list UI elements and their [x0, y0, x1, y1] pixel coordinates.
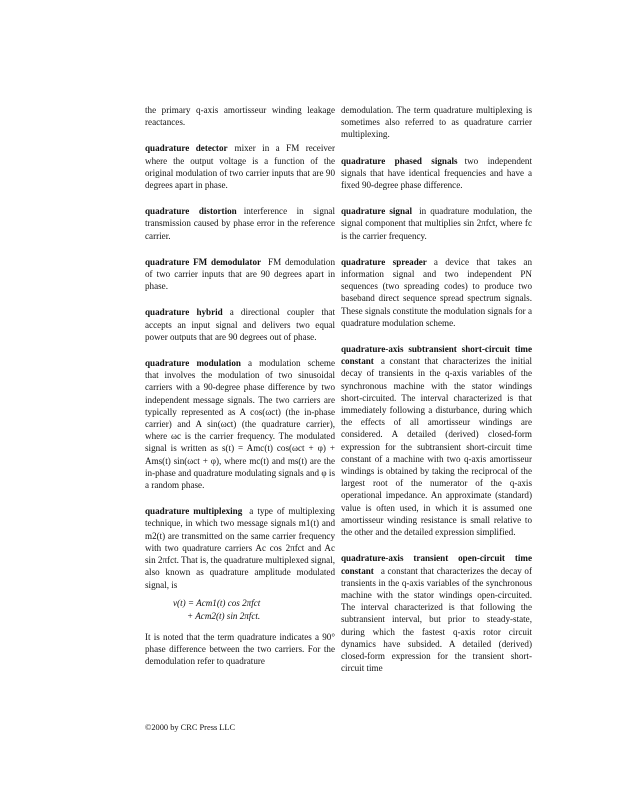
right-column: [341, 104, 532, 688]
entry-definition: mixer in a FM receiver where the output voltage is a function of the original modulation of two carrier inputs that are 90 degrees apart in phase.: [145, 143, 335, 191]
glossary-entry: [145, 205, 335, 242]
entry-definition: in quadrature modulation, the signal component that multiplies sin 2πfct, where fc is the carrier frequency.: [341, 206, 532, 241]
entry-definition: two independent signals that have identical frequencies and have a fixed 90-degree phase difference.: [341, 155, 533, 191]
glossary-entry: [145, 357, 335, 491]
entry-definition: FM demodulation of two carrier inputs that are 90 degrees apart in phase.: [145, 256, 335, 292]
entry-term: quadrature modulation: [145, 358, 241, 369]
glossary-entry: [145, 256, 335, 293]
glossary-entry: [341, 552, 532, 674]
glossary-entry: [341, 155, 532, 192]
glossary-entry: [341, 205, 532, 242]
entry-term: quadrature-axis subtransient short-circuit time constant: [341, 344, 532, 367]
copyright-footer: ©2000 by CRC Press LLC: [145, 723, 236, 732]
entry-term: quadrature phased signals: [341, 155, 458, 166]
entry-definition: a device that takes an information signal and two independent PN sequences (two spreading codes) to produce two baseband direct sequence spread spectrum signals. These signals constitute the modulation signals for a quadrature modulation scheme.: [341, 256, 532, 328]
entry-term: quadrature signal: [341, 206, 413, 217]
entry-term: quadrature-axis transient open-circuit time constant: [341, 553, 532, 576]
entry-term: quadrature multiplexing: [145, 506, 243, 517]
glossary-entry: [145, 142, 335, 191]
entry-term: quadrature detector: [145, 143, 228, 154]
entry-definition: a directional coupler that accepts an input signal and delivers two equal power outputs that are 90 degrees out of phase.: [145, 307, 335, 342]
entry-definition: a constant that characterizes the initial decay of transients in the q-axis variables of the synchronous machine with the stator windings short-circuited. The interval characterized is that immediately following a disturbance, during which the effects of all amortisseur windings are considered. A detailed (derived) closed-form expression for the subtransient short-circuit time constant of a machine with two q-axis amortisseur windings is obtained by taking the reciprocal of the largest root of the numerator of the q-axis operational impedance. An approximate (standard) value is often used, in which it is assumed one amortisseur winding resistance is small relative to the other and the detailed expression simplified.: [341, 356, 532, 538]
entry-term: quadrature FM demodulator: [145, 256, 262, 267]
equation-line-1: v(t) = Acm1(t) cos 2πfct: [173, 597, 261, 608]
glossary-entry: [341, 343, 532, 538]
entry-term: quadrature distortion: [145, 206, 237, 217]
entry-definition: a constant that characterizes the decay of transients in the q-axis variables of the synchronous machine with the stator windings open-circuited. The interval characterized is that following the subtransient interval, but prior to steady-state, during which the fastest q-axis rotor circuit dynamics have subsided. A detailed (derived) closed-form expression for the transient short-circuit time: [341, 565, 532, 674]
glossary-entry: [145, 306, 335, 343]
entry-definition: a modulation scheme that involves the modulation of two sinusoidal carriers with a 90-degree phase difference by two independent message signals. The two carriers are typically represented as A cos(ωct) (the in-phase carrier) and A sin(ωct) (the quadrature carrier), where ωc is the carrier frequency. The modulated signal is written as s(t) = Amc(t) cos(ωct + φ) + Ams(t) sin(ωct + φ), where mc(t) and ms(t) are the in-phase and quadrature modulating signals and φ is a random phase.: [145, 358, 335, 491]
equation: [173, 597, 335, 623]
entry-definition: interference in signal transmission caused by phase error in the reference carrier.: [145, 206, 335, 241]
entry-definition: a type of multiplexing technique, in which two message signals m1(t) and m2(t) are transmitted on the same carrier frequency with two quadrature carriers Ac cos 2πfct and Ac sin 2πfct. That is, the quadrature multiplexed signal, also known as quadrature amplitude modulated signal, is: [145, 506, 335, 590]
left-column: [145, 104, 335, 681]
continued-fragment: the primary q-axis amortisseur winding leakage reactances.: [145, 105, 335, 128]
entry-term: quadrature spreader: [341, 256, 427, 267]
equation-line-2: + Acm2(t) sin 2πfct.: [187, 610, 261, 621]
glossary-entry: [341, 256, 532, 329]
entry-term: quadrature hybrid: [145, 307, 223, 318]
continued-fragment: demodulation. The term quadrature multiplexing is sometimes also referred to as quadrature carrier multiplexing.: [341, 105, 532, 140]
glossary-entry-multiplexing: [145, 505, 335, 667]
entry-continuation: It is noted that the term quadrature indicates a 90° phase difference between the two carriers. For the demodulation refer to quadrature: [145, 631, 335, 667]
